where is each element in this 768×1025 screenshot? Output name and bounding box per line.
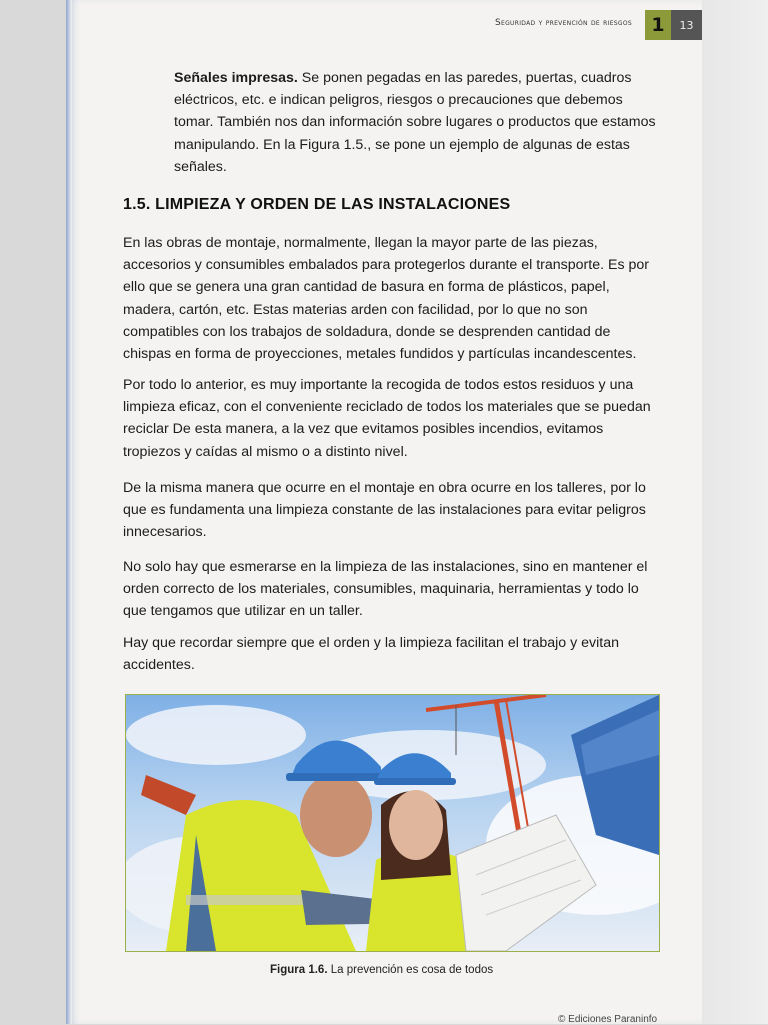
figure-caption-text: La prevención es cosa de todos [327,964,494,976]
intro-body: Se ponen pegadas en las paredes, puertas, cuadros eléctricos, etc. e indican peligros, riesgos o precauciones que debemos tomar. También nos dan información sobre lugares o productos que estamos manipulando. En la Figura 1.5., se pone un ejemplo de algunas de estas señales. [174,70,656,175]
publisher-footer: © Ediciones Paraninfo [558,1014,658,1025]
construction-workers-photo [126,695,659,951]
book-spine [66,0,72,1024]
body-paragraph-4: No solo hay que esmerarse en la limpieza de las instalaciones, sino en mantener el orden correcto de los materiales, consumibles, maquinaria, herramientas y todo lo que tengamos que utilizar en un taller. [123,559,648,620]
intro-paragraph [174,67,658,178]
body-paragraph-3: De la misma manera que ocurre en el montaje en obra ocurre en los talleres, por lo que es fundamenta una limpieza constante de las instalaciones para evitar peligros innecesarios. [123,480,646,541]
chapter-number-badge: 1 [645,10,671,40]
figure-photo [125,694,660,952]
body-paragraph-5: Hay que recordar siempre que el orden y la limpieza facilitan el trabajo y evitan accidentes. [123,635,620,674]
section-heading: 1.5. LIMPIEZA Y ORDEN DE LAS INSTALACIONES [123,196,511,213]
figure-label: Figura 1.6. [270,964,328,976]
figure-caption [270,964,493,976]
body-paragraph-1: En las obras de montaje, normalmente, llegan la mayor parte de las piezas, accesorios y consumibles embalados para protegerlos durante el transporte. Es por ello que se genera una gran cantidad de basura en forma de plásticos, papel, madera, cartón, etc. Estas materias arden con facilidad, por lo que no son compatibles con los trabajos de soldadura, donde se desprenden cantidad de chispas en forma de proyecciones, metales fundidos y partículas incandescentes. [123,235,650,363]
running-header: Seguridad y prevención de riesgos [495,18,632,28]
page-edge-shadow [702,0,768,1024]
page-number: 13 [671,10,702,40]
intro-lead: Señales impresas. [174,70,298,86]
body-paragraph-2: Por todo lo anterior, es muy importante la recogida de todos estos residuos y una limpieza eficaz, con el conveniente reciclado de todos los materiales que se puedan reciclar De esta manera, a la vez que evitamos posibles incendios, evitamos tropiezos y caídas al mismo o a distinto nivel. [123,377,651,460]
